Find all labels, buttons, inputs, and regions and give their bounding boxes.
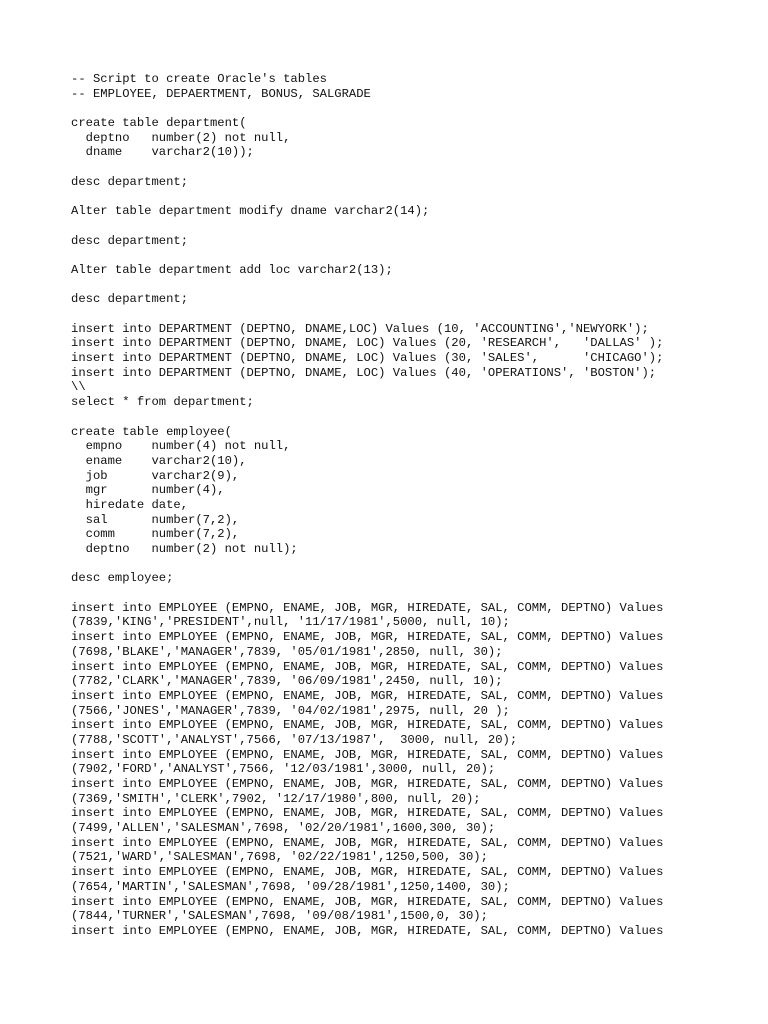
- code-line: [71, 307, 761, 322]
- code-line: (7902,'FORD','ANALYST',7566, '12/03/1981',3000, null, 20);: [71, 762, 496, 777]
- code-line: insert into EMPLOYEE (EMPNO, ENAME, JOB, MGR, HIREDATE, SAL, COMM, DEPTNO) Values: [71, 923, 664, 938]
- code-line: Alter table department modify dname varchar2(14);: [71, 204, 430, 219]
- code-line: mgr number(4),: [71, 483, 225, 498]
- sql-script-text: [71, 72, 761, 939]
- code-line: [71, 586, 761, 601]
- code-line: job varchar2(9),: [71, 468, 240, 483]
- code-line: dname varchar2(10));: [71, 145, 254, 160]
- code-line: desc department;: [71, 174, 189, 189]
- code-line: insert into EMPLOYEE (EMPNO, ENAME, JOB, MGR, HIREDATE, SAL, COMM, DEPTNO) Values: [71, 835, 664, 850]
- code-line: (7369,'SMITH','CLERK',7902, '12/17/1980',800, null, 20);: [71, 791, 481, 806]
- code-line: insert into EMPLOYEE (EMPNO, ENAME, JOB, MGR, HIREDATE, SAL, COMM, DEPTNO) Values: [71, 777, 664, 791]
- code-line: empno number(4) not null,: [71, 439, 291, 454]
- code-line: insert into EMPLOYEE (EMPNO, ENAME, JOB, MGR, HIREDATE, SAL, COMM, DEPTNO) Values: [71, 806, 664, 821]
- code-line: Alter table department add loc varchar2(13);: [71, 262, 393, 277]
- code-line: (7782,'CLARK','MANAGER',7839, '06/09/1981',2450, null, 10);: [71, 674, 503, 689]
- code-line: (7788,'SCOTT','ANALYST',7566, '07/13/1987', 3000, null, 20);: [71, 732, 518, 747]
- code-line: insert into DEPARTMENT (DEPTNO, DNAME, LOC) Values (40, 'OPERATIONS', 'BOSTON');: [71, 365, 657, 380]
- code-line: [71, 160, 761, 175]
- code-line: insert into EMPLOYEE (EMPNO, ENAME, JOB, MGR, HIREDATE, SAL, COMM, DEPTNO) Values: [71, 894, 664, 909]
- code-line: insert into EMPLOYEE (EMPNO, ENAME, JOB, MGR, HIREDATE, SAL, COMM, DEPTNO) Values: [71, 747, 664, 762]
- code-line: insert into DEPARTMENT (DEPTNO, DNAME,LOC) Values (10, 'ACCOUNTING','NEWYORK');: [71, 321, 649, 336]
- code-line: (7499,'ALLEN','SALESMAN',7698, '02/20/1981',1600,300, 30);: [71, 821, 496, 836]
- code-line: [71, 278, 761, 293]
- code-line: insert into EMPLOYEE (EMPNO, ENAME, JOB, MGR, HIREDATE, SAL, COMM, DEPTNO) Values: [71, 688, 664, 703]
- code-line: [71, 248, 761, 263]
- code-line: (7844,'TURNER','SALESMAN',7698, '09/08/1981',1500,0, 30);: [71, 909, 488, 924]
- code-line: insert into EMPLOYEE (EMPNO, ENAME, JOB, MGR, HIREDATE, SAL, COMM, DEPTNO) Values: [71, 659, 664, 674]
- code-line: desc department;: [71, 292, 189, 307]
- code-line: select * from department;: [71, 395, 254, 410]
- code-line: sal number(7,2),: [71, 512, 240, 527]
- code-line: [71, 410, 761, 425]
- code-line: insert into DEPARTMENT (DEPTNO, DNAME, LOC) Values (20, 'RESEARCH', 'DALLAS' );: [71, 336, 664, 351]
- code-line: insert into EMPLOYEE (EMPNO, ENAME, JOB, MGR, HIREDATE, SAL, COMM, DEPTNO) Values: [71, 718, 664, 733]
- code-line: comm number(7,2),: [71, 527, 240, 542]
- code-line: insert into EMPLOYEE (EMPNO, ENAME, JOB, MGR, HIREDATE, SAL, COMM, DEPTNO) Values: [71, 865, 664, 880]
- code-line: [71, 219, 761, 234]
- code-line: insert into EMPLOYEE (EMPNO, ENAME, JOB, MGR, HIREDATE, SAL, COMM, DEPTNO) Values: [71, 600, 664, 615]
- code-line: [71, 190, 761, 205]
- code-line: (7698,'BLAKE','MANAGER',7839, '05/01/1981',2850, null, 30);: [71, 644, 503, 659]
- code-line: \\: [71, 380, 86, 395]
- code-line: (7566,'JONES','MANAGER',7839, '04/02/1981',2975, null, 20 );: [71, 703, 510, 718]
- code-line: hiredate date,: [71, 497, 189, 512]
- code-line: create table department(: [71, 116, 247, 131]
- code-line: insert into DEPARTMENT (DEPTNO, DNAME, LOC) Values (30, 'SALES', 'CHICAGO');: [71, 351, 664, 366]
- code-line: desc employee;: [71, 571, 174, 586]
- code-line: -- Script to create Oracle's tables: [71, 72, 327, 86]
- code-line: deptno number(2) not null);: [71, 542, 298, 556]
- code-line: [71, 101, 761, 116]
- code-line: (7839,'KING','PRESIDENT',null, '11/17/1981',5000, null, 10);: [71, 615, 510, 630]
- code-line: [71, 557, 761, 572]
- code-line: -- EMPLOYEE, DEPAERTMENT, BONUS, SALGRADE: [71, 86, 371, 101]
- code-line: desc department;: [71, 233, 189, 248]
- code-line: (7654,'MARTIN','SALESMAN',7698, '09/28/1981',1250,1400, 30);: [71, 879, 510, 894]
- code-line: create table employee(: [71, 424, 232, 439]
- code-line: (7521,'WARD','SALESMAN',7698, '02/22/1981',1250,500, 30);: [71, 850, 488, 865]
- code-line: deptno number(2) not null,: [71, 130, 291, 145]
- code-line: insert into EMPLOYEE (EMPNO, ENAME, JOB, MGR, HIREDATE, SAL, COMM, DEPTNO) Values: [71, 630, 664, 645]
- code-line: ename varchar2(10),: [71, 453, 247, 468]
